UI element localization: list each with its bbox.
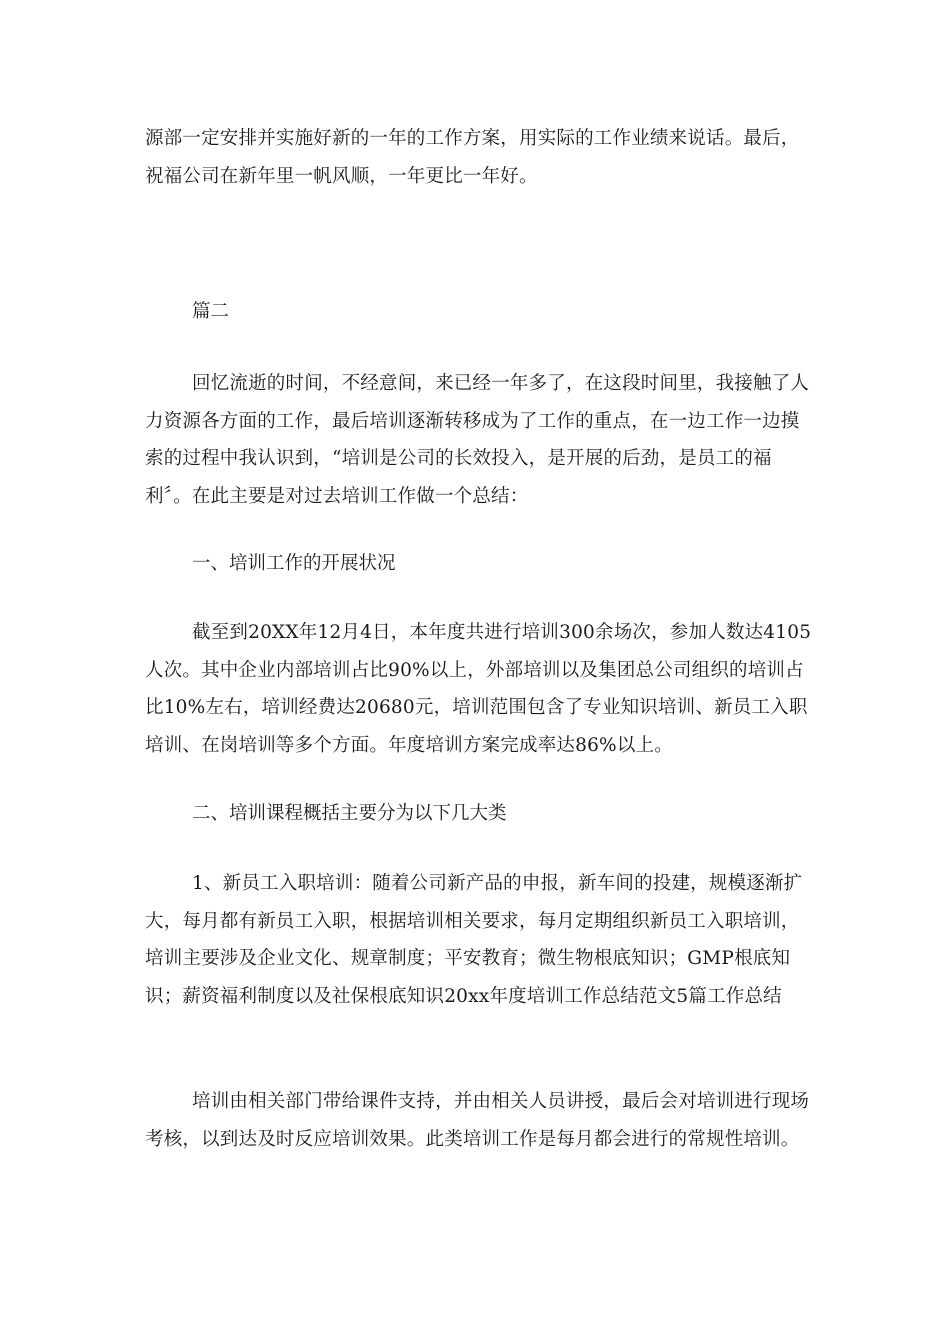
paragraph-new-employee-training: 1、新员工入职培训：随着公司新产品的申报，新车间的投建，规模逐渐扩大，每月都有新员工入职，根据培训相关要求，每月定期组织新员工入职培训，培训主要涉及企业文化、规章制度；平安教育；微生物根底知识；GMP根底知识；薪资福利制度以及社保根底知识20xx年度培训工作总结范文5篇工作总结 [145, 873, 803, 1007]
heading-course-categories: 二、培训课程概括主要分为以下几大类 [192, 803, 507, 824]
section-title: 篇二 [192, 301, 230, 322]
heading-training-status: 一、培训工作的开展状况 [192, 553, 396, 574]
paragraph-training-delivery: 培训由相关部门带给课件支持，并由相关人员讲授，最后会对培训进行现场考核，以到达及时反应培训效果。此类培训工作是每月都会进行的常规性培训。 [145, 1091, 810, 1150]
paragraph-intro: 回忆流逝的时间，不经意间，来已经一年多了，在这段时间里，我接触了人力资源各方面的工作，最后培训逐渐转移成为了工作的重点，在一边工作一边摸索的过程中我认识到，“培训是公司的长效投入，是开展的后劲，是员工的福利〞。在此主要是对过去培训工作做一个总结： [145, 373, 810, 507]
paragraph-training-stats: 截至到20XX年12月4日，本年度共进行培训300余场次，参加人数达4105人次。其中企业内部培训占比90%以上，外部培训以及集团总公司组织的培训占比10%左右，培训经费达20680元，培训范围包含了专业知识培训、新员工入职培训、在岗培训等多个方面。年度培训方案完成率达86%以上。 [145, 622, 812, 756]
paragraph-closing: 源部一定安排并实施好新的一年的工作方案，用实际的工作业绩来说话。最后，祝福公司在新年里一帆风顺，一年更比一年好。 [145, 128, 800, 187]
